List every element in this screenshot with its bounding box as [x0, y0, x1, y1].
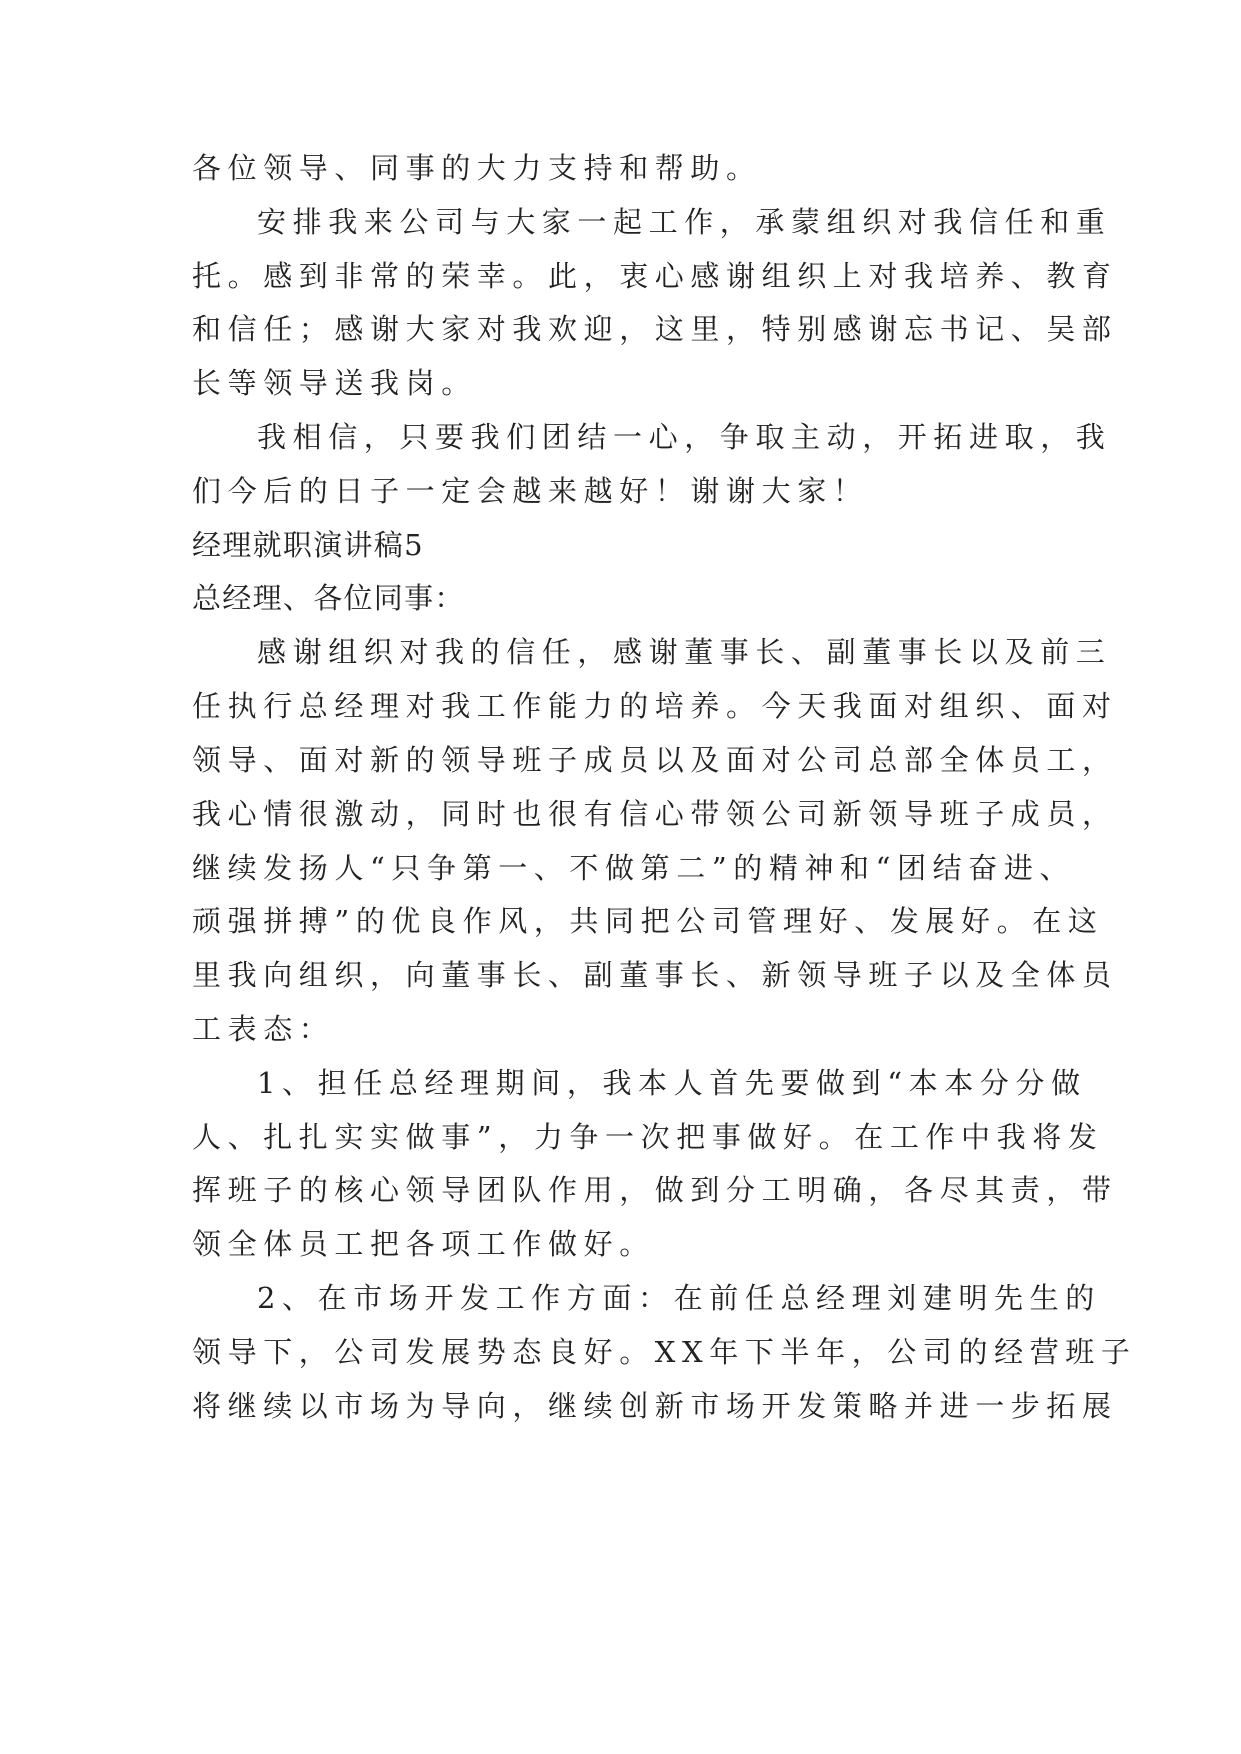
text-line: 领导、面对新的领导班子成员以及面对公司总部全体员工， — [192, 743, 1118, 777]
paragraph-first-line: 安排我来公司与大家一起工作，承蒙组织对我信任和重 — [257, 205, 1112, 239]
text-line: 们今后的日子一定会越来越好！谢谢大家！ — [192, 474, 869, 508]
salutation: 总经理、各位同事： — [192, 581, 465, 615]
text-line: 长等领导送我岗。 — [192, 366, 477, 400]
text-line: 领全体员工把各项工作做好。 — [192, 1227, 655, 1261]
section-heading: 经理就职演讲稿5 — [192, 528, 424, 562]
text-line: 领导下，公司发展势态良好。XX年下半年，公司的经营班子 — [192, 1335, 1137, 1369]
text-line: 继续发扬人“只争第一、不做第二”的精神和“团结奋进、 — [192, 851, 1076, 885]
text-line: 将继续以市场为导向，继续创新市场开发策略并进一步拓展 — [192, 1389, 1118, 1423]
paragraph-first-line: 2、在市场开发工作方面：在前任总经理刘建明先生的 — [257, 1281, 1101, 1315]
text-line: 里我向组织，向董事长、副董事长、新领导班子以及全体员 — [192, 958, 1118, 992]
text-line: 和信任；感谢大家对我欢迎，这里，特别感谢忘书记、吴部 — [192, 312, 1118, 346]
text-line: 顽强拼搏”的优良作风，共同把公司管理好、发展好。在这 — [192, 904, 1104, 938]
text-line: 任执行总经理对我工作能力的培养。今天我面对组织、面对 — [192, 689, 1118, 723]
text-line: 挥班子的核心领导团队作用，做到分工明确，各尽其责，带 — [192, 1173, 1118, 1207]
text-line: 托。感到非常的荣幸。此，衷心感谢组织上对我培养、教育 — [192, 259, 1118, 293]
paragraph-first-line: 感谢组织对我的信任，感谢董事长、副董事长以及前三 — [257, 635, 1112, 669]
text-line: 工表态： — [192, 1012, 335, 1046]
text-line: 我心情很激动，同时也很有信心带领公司新领导班子成员， — [192, 797, 1118, 831]
text-line: 各位领导、同事的大力支持和帮助。 — [192, 151, 762, 185]
text-line: 人、扎扎实实做事”，力争一次把事做好。在工作中我将发 — [192, 1120, 1104, 1154]
paragraph-first-line: 1、担任总经理期间，我本人首先要做到“本本分分做 — [257, 1066, 1087, 1100]
paragraph-first-line: 我相信，只要我们团结一心，争取主动，开拓进取，我 — [257, 420, 1112, 454]
